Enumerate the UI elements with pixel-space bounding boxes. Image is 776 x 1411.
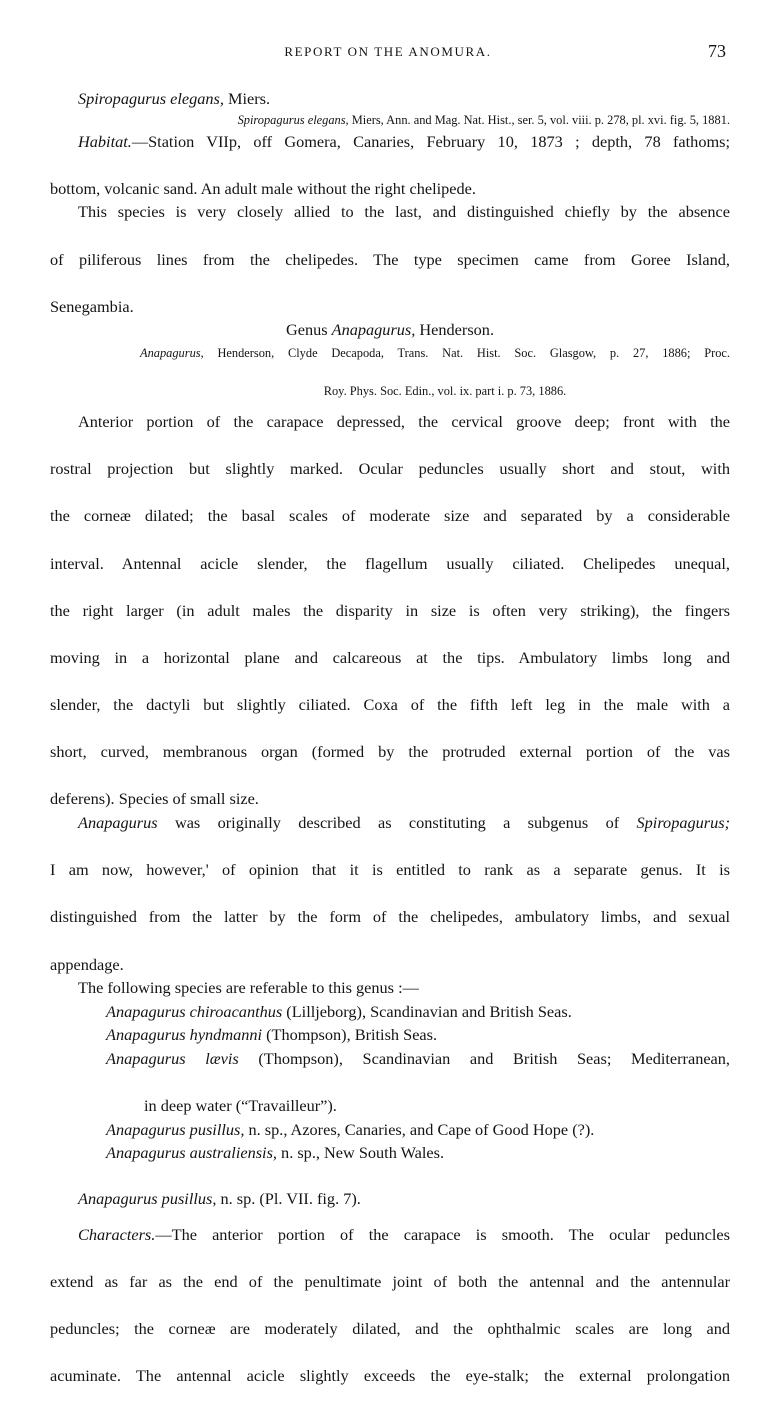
genus-desc-line: short, curved, membranous organ (formed by the protruded external portion of the vas bbox=[50, 742, 730, 762]
remark-line-1: This species is very closely allied to the last, and distinguished chiefly by the absence bbox=[78, 202, 730, 222]
characters-line-1: Characters.—The anterior portion of the carapace is smooth. The ocular peduncles bbox=[78, 1224, 730, 1244]
reference-name: Spiropagurus elegans, bbox=[237, 112, 349, 127]
species-heading-spiropagurus-elegans bbox=[50, 87, 730, 111]
genus-desc-line: rostral projection but slightly marked. Ocular peduncles usually short and stout, with bbox=[50, 459, 730, 479]
characters-line: extend as far as the end of the penultimate joint of both the antennal and the antennular bbox=[50, 1271, 730, 1291]
characters-line: peduncles; the corneæ are moderately dilated, and the ophthalmic scales are long and bbox=[50, 1318, 730, 1338]
remark-line-2: of piliferous lines from the chelipedes. The type specimen came from Goree Island, bbox=[50, 249, 730, 269]
species-list-item: Anapagurus australiensis, n. sp., New South Wales. bbox=[106, 1143, 445, 1163]
reference-citation: Miers, Ann. and Mag. Nat. Hist., ser. 5, vol. viii. p. 278, pl. xvi. fig. 5, 1881. bbox=[348, 112, 730, 127]
genus-desc-line: moving in a horizontal plane and calcareous at the tips. Ambulatory limbs long and bbox=[50, 647, 730, 667]
genus-desc-line: Anterior portion of the carapace depressed, the cervical groove deep; front with the bbox=[78, 411, 730, 431]
genus-desc-line: deferens). Species of small size. bbox=[50, 789, 259, 809]
species-list-item-continuation: in deep water (“Travailleur”). bbox=[144, 1096, 337, 1116]
characters-label: Characters. bbox=[78, 1224, 156, 1244]
running-head: REPORT ON THE ANOMURA. bbox=[284, 44, 492, 59]
genus-para2-line-4: appendage. bbox=[50, 954, 124, 974]
genus-desc-line: slender, the dactyli but slightly ciliated. Coxa of the fifth left leg in the male with a bbox=[50, 695, 730, 715]
genus-para2-line-2: I am now, however,' of opinion that it is entitled to rank as a separate genus. It is bbox=[50, 860, 730, 880]
species-list bbox=[50, 1000, 730, 1165]
species-list-item: Anapagurus lævis (Thompson), Scandinavian and British Seas; Mediterranean, bbox=[106, 1048, 730, 1068]
species-name: Anapagurus pusillus, bbox=[78, 1188, 217, 1208]
characters-line: acuminate. The antennal acicle slightly exceeds the eye-stalk; the external prolongation bbox=[50, 1366, 730, 1386]
species-name: Spiropagurus elegans, bbox=[78, 89, 224, 108]
spacer bbox=[50, 1211, 730, 1223]
genus-desc-line: interval. Antennal acicle slender, the flagellum usually ciliated. Chelipedes unequal, bbox=[50, 553, 730, 573]
remark-line-3: Senegambia. bbox=[50, 296, 134, 316]
genus-reference bbox=[50, 344, 730, 401]
species-list-item: Anapagurus pusillus, n. sp., Azores, Canaries, and Cape of Good Hope (?). bbox=[106, 1119, 595, 1139]
genus-author: Henderson. bbox=[415, 320, 495, 340]
habitat-label: Habitat. bbox=[78, 131, 132, 151]
species-list-item: Anapagurus hyndmanni (Thompson), British Seas. bbox=[106, 1025, 438, 1045]
page-header bbox=[0, 41, 776, 68]
spacer bbox=[50, 1165, 730, 1187]
page-body bbox=[50, 87, 730, 1411]
species-heading-anapagurus-pusillus bbox=[50, 1187, 730, 1211]
habitat-line-1: Habitat.—Station VIIp, off Gomera, Canaries, February 10, 1873 ; depth, 78 fathoms; bbox=[78, 131, 730, 151]
genus-reference-line-2: Roy. Phys. Soc. Edin., vol. ix. part i. p. 73, 1886. bbox=[323, 383, 567, 398]
species-plate-ref: n. sp. (Pl. VII. fig. 7). bbox=[216, 1188, 361, 1208]
genus-heading: Genus Anapagurus, Henderson. bbox=[285, 320, 495, 340]
genus-para2-line-3: distinguished from the latter by the form of the chelipedes, ambulatory limbs, and sexual bbox=[50, 907, 730, 927]
genus-reference-line-1: Anapagurus, Henderson, Clyde Decapoda, Trans. Nat. Hist. Soc. Glasgow, p. 27, 1886; Proc. bbox=[140, 345, 730, 360]
page-number: 73 bbox=[708, 41, 726, 61]
genus-name: Anapagurus, bbox=[331, 320, 416, 340]
genus-para2-line-1: Anapagurus was originally described as constituting a subgenus of Spiropagurus; bbox=[78, 813, 730, 833]
species-list-item: Anapagurus chiroacanthus (Lilljeborg), Scandinavian and British Seas. bbox=[106, 1001, 572, 1021]
species-author: Miers. bbox=[223, 89, 271, 108]
species-reference bbox=[50, 111, 730, 130]
genus-para3: The following species are referable to this genus :— bbox=[78, 978, 419, 998]
habitat-line-2: bottom, volcanic sand. An adult male without the right chelipede. bbox=[50, 178, 476, 198]
genus-desc-line: the right larger (in adult males the disparity in size is often very striking), the fingers bbox=[50, 600, 730, 620]
genus-desc-line: the corneæ dilated; the basal scales of moderate size and separated by a considerable bbox=[50, 506, 730, 526]
